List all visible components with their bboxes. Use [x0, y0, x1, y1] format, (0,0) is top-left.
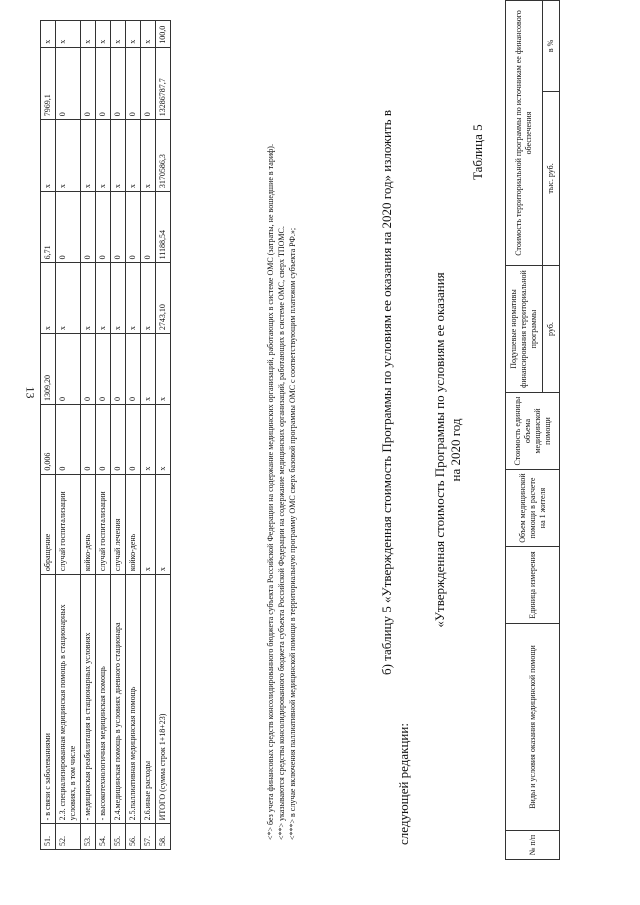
caption-line-1: «Утвержденная стоимость Программы по условиям ее оказания — [432, 272, 447, 628]
cell-c7: х — [41, 21, 56, 48]
cell-name: - медицинская реабилитация в стационарных условиях — [81, 575, 96, 824]
cell-unit: обращение — [41, 474, 56, 575]
cell-c1: 0 — [126, 404, 141, 474]
cell-c1: 0 — [111, 404, 126, 474]
header-total-unit-1: тыс. руб. — [543, 91, 560, 265]
header-total-unit-2: в % — [543, 1, 560, 92]
cell-c2: 0 — [81, 334, 96, 405]
intro-paragraph — [378, 55, 412, 845]
cell-num: 51. — [41, 824, 56, 850]
cell-c3: х — [56, 263, 81, 334]
cell-c3: 2743,10 — [156, 263, 171, 334]
cell-unit: х — [141, 474, 156, 575]
cell-c1: х — [141, 404, 156, 474]
cell-unit: койко-день — [81, 474, 96, 575]
header-num: № п/п — [506, 831, 560, 860]
table-row — [81, 21, 96, 850]
cell-c6: 7969,1 — [41, 47, 56, 119]
table-row — [96, 21, 111, 850]
cell-c6: 0 — [141, 47, 156, 119]
header-total: Стоимость территориальной программы по источникам ее финансового обеспечения — [506, 1, 543, 266]
cell-c4: 0 — [56, 192, 81, 263]
cell-num: 54. — [96, 824, 111, 850]
cell-c7: х — [96, 21, 111, 48]
cell-name: - в связи с заболеваниями — [41, 575, 56, 824]
cell-c2: 0 — [56, 334, 81, 405]
table-row — [156, 21, 171, 850]
cell-num: 52. — [56, 824, 81, 850]
cell-c3: х — [111, 263, 126, 334]
cell-c1: 0 — [96, 404, 111, 474]
cell-name: ИТОГО (сумма строк 1+18+23) — [156, 575, 171, 824]
cell-c5: х — [56, 120, 81, 192]
cell-c1: 0 — [81, 404, 96, 474]
cell-c4: 6,71 — [41, 192, 56, 263]
cell-c5: х — [41, 120, 56, 192]
table-row — [126, 21, 141, 850]
bottom-table — [505, 0, 560, 860]
cell-c6: 0 — [96, 47, 111, 119]
cell-c6: 0 — [81, 47, 96, 119]
cell-name: 2.5.паллиативная медицинская помощь — [126, 575, 141, 824]
cell-c7: 100,0 — [156, 21, 171, 48]
cell-c4: 0 — [81, 192, 96, 263]
document-sheet — [0, 10, 640, 900]
top-table — [40, 20, 171, 850]
cell-c4: 11188,54 — [156, 192, 171, 263]
cell-c6: 13286787,7 — [156, 47, 171, 119]
cell-c5: х — [81, 120, 96, 192]
footnote-1: <*> без учета финансовых средств консолидированного бюджета субъекта Российской Федерации на содержание медицинских организаций, работающих в системе ОМС (затраты, не вошедшие в тариф). — [266, 144, 275, 840]
cell-c7: х — [81, 21, 96, 48]
page-number: 13 — [23, 386, 38, 399]
cell-c1: х — [156, 404, 171, 474]
cell-name: - высокотехнологичная медицинская помощь — [96, 575, 111, 824]
table-row — [111, 21, 126, 850]
cell-c4: 0 — [111, 192, 126, 263]
header-unit: Единица измерения — [506, 547, 560, 624]
cell-num: 57. — [141, 824, 156, 850]
cell-c7: х — [141, 21, 156, 48]
header-norm-unit: руб. — [543, 266, 560, 393]
header-volume: Объем медицинской помощи в расчете на 1 жителя — [506, 470, 560, 547]
cell-c4: 0 — [126, 192, 141, 263]
caption-line-2: на 2020 год — [448, 418, 463, 482]
cell-c2: х — [141, 334, 156, 405]
table-row — [41, 21, 56, 850]
cell-c1: 0 — [56, 404, 81, 474]
cell-c6: 0 — [126, 47, 141, 119]
cell-unit: х — [156, 474, 171, 575]
top-table-body — [41, 21, 171, 850]
cell-c7: х — [111, 21, 126, 48]
intro-text: б) таблицу 5 «Утвержденная стоимость Программы по условиям ее оказания на 2020 год» изложить в следующей редакции: — [379, 110, 411, 845]
rotated-page — [0, 10, 640, 900]
cell-c6: 0 — [56, 47, 81, 119]
header-cost: Стоимость единицы объема медицинской помощи — [506, 393, 560, 470]
cell-c5: х — [111, 120, 126, 192]
cell-unit: случай госпитализации — [96, 474, 111, 575]
cell-c2: х — [156, 334, 171, 405]
cell-c2: 1309,20 — [41, 334, 56, 405]
cell-num: 53. — [81, 824, 96, 850]
cell-unit: случай лечения — [111, 474, 126, 575]
cell-c3: х — [126, 263, 141, 334]
footnote-3: <***> в случае включения паллиативной медицинской помощи в территориальную программу ОМС сверх базовой программы ОМС с соответствующим платежом субъекта РФ.»; — [288, 227, 297, 840]
header-norm: Подушевые нормативы финансирования территориальной программы — [506, 266, 543, 393]
cell-num: 55. — [111, 824, 126, 850]
table-caption — [432, 240, 464, 660]
cell-name: 2.6.иные расходы — [141, 575, 156, 824]
cell-c7: х — [56, 21, 81, 48]
cell-c4: 0 — [96, 192, 111, 263]
cell-c3: х — [41, 263, 56, 334]
cell-c5: х — [141, 120, 156, 192]
footnote-2: <**> указываются средства консолидированного бюджета субъекта Российской Федерации на содержание медицинских организаций, работающих в системе ОМС, сверх ТПОМС. — [277, 226, 286, 840]
cell-c5: 3170586,3 — [156, 120, 171, 192]
cell-c5: х — [126, 120, 141, 192]
table-row — [56, 21, 81, 850]
cell-c2: 0 — [111, 334, 126, 405]
cell-unit: случай госпитализации — [56, 474, 81, 575]
table-label: Таблица 5 — [470, 124, 485, 180]
cell-c2: 0 — [126, 334, 141, 405]
cell-name: 2.3. специализированная медицинская помощь в стационарных условиях, в том числе — [56, 575, 81, 824]
header-kind: Виды и условия оказания медицинской помощи — [506, 624, 560, 831]
table-row — [141, 21, 156, 850]
cell-num: 56. — [126, 824, 141, 850]
cell-c3: х — [81, 263, 96, 334]
cell-num: 58. — [156, 824, 171, 850]
cell-c3: х — [96, 263, 111, 334]
cell-c5: х — [96, 120, 111, 192]
cell-c3: х — [141, 263, 156, 334]
cell-c6: 0 — [111, 47, 126, 119]
cell-c4: 0 — [141, 192, 156, 263]
cell-name: 2.4.медицинская помощь в условиях дневного стационара — [111, 575, 126, 824]
footnotes — [265, 60, 298, 840]
cell-c1: 0,006 — [41, 404, 56, 474]
cell-c2: 0 — [96, 334, 111, 405]
cell-unit: койко-день — [126, 474, 141, 575]
cell-c7: х — [126, 21, 141, 48]
